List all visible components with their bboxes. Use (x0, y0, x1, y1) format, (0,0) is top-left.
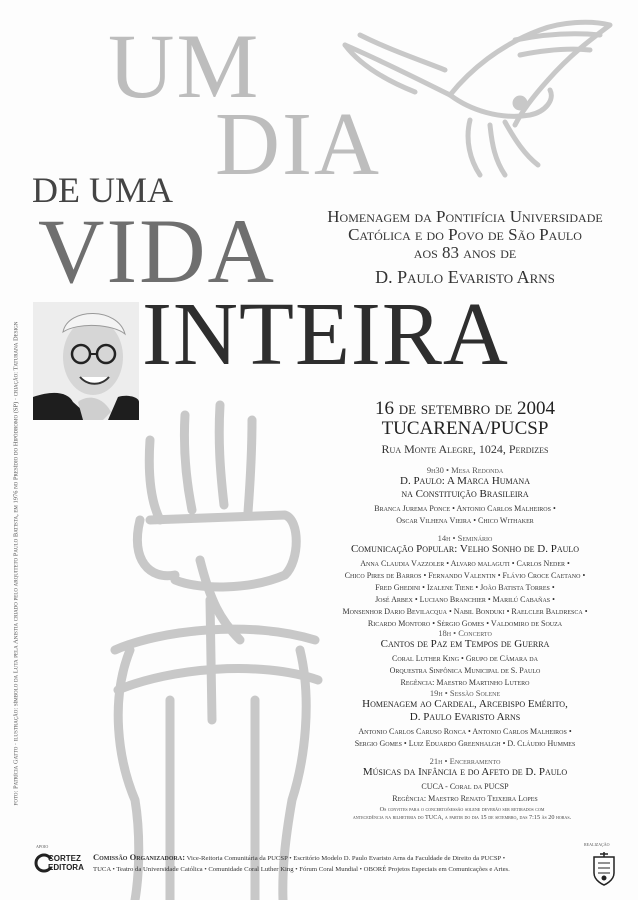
session-title: Homenagem ao Cardeal, Arcebispo Emérito, (362, 698, 568, 710)
session-people: Regência: Maestro Renato Teixeira Lopes (392, 794, 538, 803)
session-people: Fred Ghedini • Izalene Tiene • João Batista Torres • (375, 583, 555, 592)
session-title: na Constituição Brasileira (401, 488, 529, 500)
committee-label: Comissão Organizadora: (93, 852, 186, 862)
committee-block (93, 852, 583, 875)
invite-note-line: antecedência na bilheteria do TUCA, a partir do dia 15 de setembro, das 7:15 às 20 horas. (352, 814, 572, 821)
session-title: D. Paulo: A Marca Humana (400, 475, 530, 487)
portrait-photo (33, 302, 139, 420)
apoio-label: apoio (36, 844, 49, 850)
homage-line-3: aos 83 anos de (413, 243, 517, 262)
title-um: UM (108, 15, 261, 117)
dove-icon (345, 22, 610, 175)
committee-line-1: Vice-Reitoria Comunitária da PUCSP • Escritório Modelo D. Paulo Evaristo Arns da Faculdade de Direito da PUCSP • (186, 855, 506, 862)
session-time: 18h • Concerto (438, 628, 492, 638)
session-time: 9h30 • Mesa Redonda (426, 465, 504, 475)
session-1 (300, 465, 630, 527)
session-time: 21h • Encerramento (429, 756, 501, 766)
session-title: D. Paulo Evaristo Arns (409, 711, 521, 723)
session-people: CUCA - Coral da PUCSP (421, 782, 509, 791)
session-people: Orquestra Sinfônica Municipal de S. Paulo (389, 666, 541, 675)
session-5 (300, 756, 630, 805)
session-people: Anna Claudia Vazzoler • Alvaro malaguti • Carlos Neder • (360, 559, 570, 568)
session-3 (300, 628, 630, 689)
side-credit: foto: Patrícia Gatto · ilustração: símbolo da Luta pela Anistia criado pelo arquiteto Paulo Batista, em 1976 no Presídio do Hipódromo (SP) · criação: Taturana Design (12, 321, 20, 806)
homage-line-2: Católica e do Povo de São Paulo (348, 225, 582, 244)
session-time: 14h • Seminário (437, 533, 493, 543)
title-dia: DIA (215, 95, 381, 194)
event-venue: TUCARENA/PUCSP (381, 418, 549, 439)
title-inteira: INTEIRA (142, 285, 509, 384)
invite-note (292, 806, 632, 822)
session-people: Chico Pires de Barros • Fernando Valentin • Flávio Croce Caetano • (344, 571, 586, 580)
honoree-name: D. Paulo Evaristo Arns (375, 267, 555, 287)
event-address: Rua Monte Alegre, 1024, Perdizes (381, 442, 549, 456)
session-time: 19h • Sessão Solene (429, 688, 501, 698)
cortez-editora-logo (34, 852, 90, 874)
session-title: Cantos de Paz em Tempos de Guerra (380, 638, 550, 650)
title-de-uma: DE UMA (32, 170, 173, 210)
raised-hand-icon (115, 405, 318, 900)
event-date: 16 de setembro de 2004 (375, 398, 555, 419)
session-people: Oscar Vilhena Vieira • Chico Withaker (396, 516, 534, 525)
session-people: Branca Jurema Ponce • Antonio Carlos Malheiros • (374, 504, 556, 513)
homage-block (300, 208, 630, 286)
session-4 (300, 688, 630, 750)
session-title: Músicas da Infância e do Afeto de D. Paulo (362, 766, 568, 778)
session-people: Ricardo Montoro • Sérgio Gomes • Valdomiro de Souza (367, 619, 563, 628)
realizacao-label: realização (584, 842, 610, 848)
session-people: Antonio Carlos Caruso Ronca • Antonio Carlos Malheiros • (358, 727, 572, 736)
session-people: Regência: Maestro Martinho Lutero (400, 678, 530, 687)
session-people: Coral Luther King • Grupo de Câmara da (392, 654, 538, 663)
session-people: Sergio Gomes • Luiz Eduardo Greenhalgh • D. Cláudio Hummes (354, 739, 576, 748)
invite-note-line: Os convites para o concerto/sessão solene deverão ser retirados com (379, 806, 545, 813)
session-people: José Arbex • Luciano Branchier • Marilú Cabañas • (375, 595, 555, 604)
title-vida: VIDA (38, 200, 276, 302)
homage-line-1: Homenagem da Pontifícia Universidade (327, 207, 603, 226)
committee-line-2: TUCA • Teatro da Universidade Católica • Comunidade Coral Luther King • Fórum Coral Mundial • OBORÉ Projetos Especiais em Comunicações e Artes. (93, 866, 510, 873)
session-2 (300, 533, 630, 630)
portrait-image (33, 302, 139, 420)
session-people: Monsenhor Dario Bevilacqua • Nabil Bonduki • Raelcler Baldresca • (342, 607, 588, 616)
pucsp-seal-icon (590, 851, 618, 887)
session-title: Comunicação Popular: Velho Sonho de D. Paulo (350, 543, 580, 555)
cortez-logo-text: CORTEZ EDITORA (48, 854, 84, 872)
